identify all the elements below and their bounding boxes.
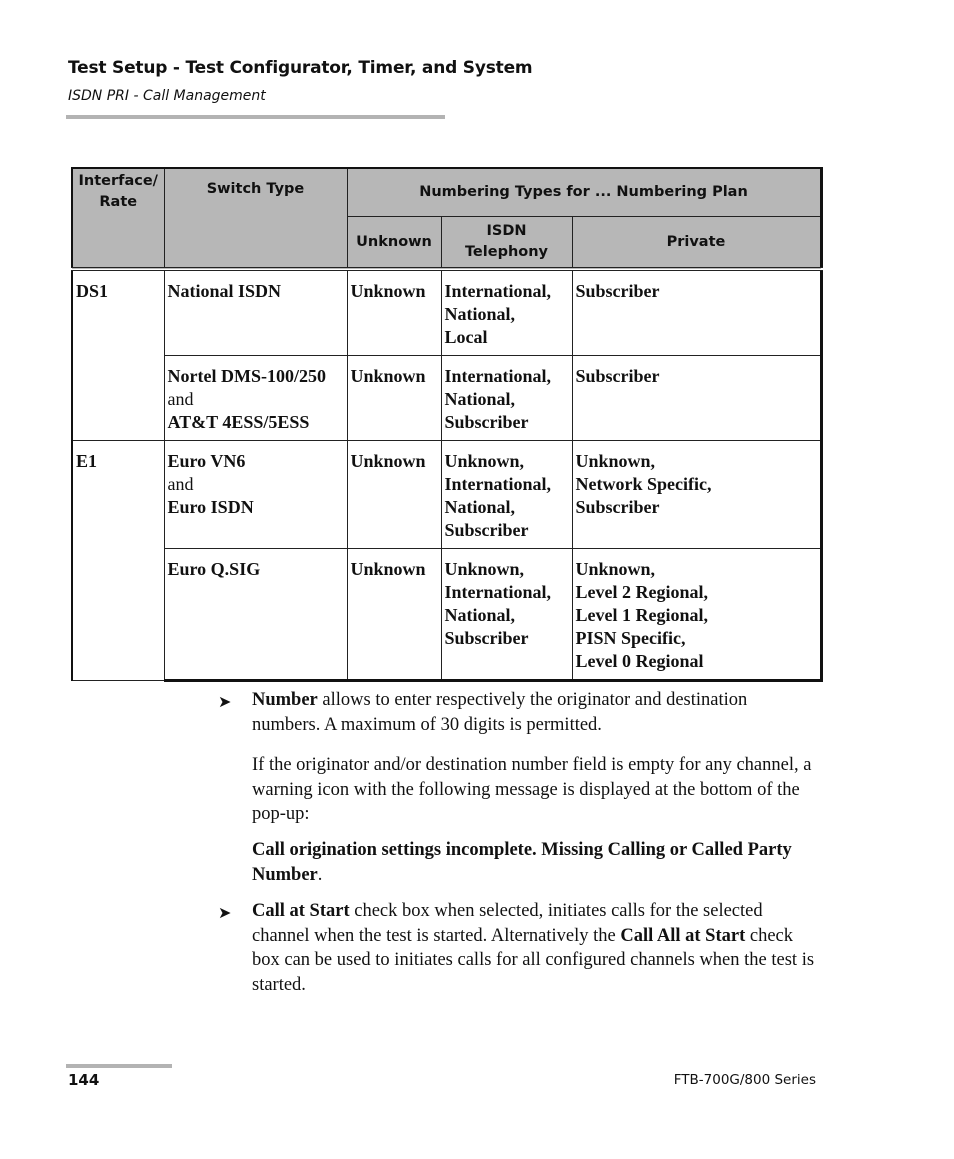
page-subtitle: ISDN PRI - Call Management [68,88,266,104]
private-line: Level 2 Regional, [575,582,708,602]
private-line: Subscriber [575,366,660,386]
switch-type-line: Euro ISDN [167,497,254,517]
private-line: Unknown, [575,451,656,471]
private-cell [572,269,821,356]
page-number: 144 [68,1071,100,1089]
isdn-telephony-cell [441,549,572,681]
warning-message: Call origination settings incomplete. Missing Calling or Called Party Number [252,840,792,885]
footer-rule [66,1064,172,1068]
isdn-line: International, [444,474,552,494]
number-paragraph [252,688,818,737]
isdn-telephony-cell [441,441,572,549]
interface-cell: E1 [72,441,164,681]
isdn-line: National, [444,389,516,409]
isdn-telephony-cell [441,356,572,441]
call-all-at-start-term: Call All at Start [620,925,746,946]
warning-intro-paragraph: If the originator and/or destination number field is empty for any channel, a warning icon with the following message is displayed at the bottom of the pop-up: [252,755,812,824]
call-text-2: check box can be used to initiates calls for all configured channels when the test is started. [252,925,815,995]
table-row [72,269,821,356]
header-rule [66,115,445,119]
unknown-cell: Unknown [347,441,441,549]
switch-type-cell [164,269,347,356]
private-line: Level 1 Regional, [575,605,708,625]
call-text-1: check box when selected, initiates calls for the selected channel when the test is started. Alternatively the [252,901,763,946]
header-switch-type: Switch Type [164,168,347,269]
private-line: PISN Specific, [575,628,686,648]
switch-type-line: Euro VN6 [167,451,246,471]
private-line: Network Specific, [575,474,712,494]
unknown-cell: Unknown [347,269,441,356]
header-unknown: Unknown [347,217,441,270]
isdn-telephony-cell [441,269,572,356]
switch-type-line: Nortel DMS-100/250 [167,366,326,386]
interface-cell: DS1 [72,269,164,441]
bullet-arrow-icon: ➤ [218,903,232,922]
switch-type-line: AT&T 4ESS/5ESS [167,412,310,432]
switch-type-cell [164,356,347,441]
isdn-line: International, [444,366,552,386]
isdn-line: Local [444,327,488,347]
call-at-start-paragraph [252,899,818,997]
numbering-types-table [71,167,823,682]
header-interface-rate: Interface/ Rate [72,168,164,269]
isdn-line: Subscriber [444,628,529,648]
isdn-line: International, [444,582,552,602]
header-isdn-telephony: ISDN Telephony [441,217,572,270]
table-row [72,549,821,681]
number-term: Number [252,690,318,710]
switch-type-line: and [167,389,194,409]
bullet-arrow-icon: ➤ [218,692,232,711]
header-numbering-types: Numbering Types for ... Numbering Plan [347,168,821,217]
number-text: allows to enter respectively the originator and destination numbers. A maximum of 30 digits is permitted. [252,690,748,735]
switch-type-line: Euro Q.SIG [167,559,261,579]
isdn-line: Subscriber [444,520,529,540]
isdn-line: National, [444,497,516,517]
warning-message-paragraph [252,838,818,887]
switch-type-cell [164,549,347,681]
isdn-line: Subscriber [444,412,529,432]
header-private: Private [572,217,821,270]
isdn-line: National, [444,304,516,324]
table-row [72,441,821,549]
switch-type-line: and [167,474,194,494]
isdn-line: Unknown, [444,451,525,471]
switch-type-cell [164,441,347,549]
unknown-cell: Unknown [347,356,441,441]
switch-type-line: National ISDN [167,281,282,301]
isdn-line: Unknown, [444,559,525,579]
unknown-cell: Unknown [347,549,441,681]
page-title: Test Setup - Test Configurator, Timer, and System [68,58,533,78]
private-line: Unknown, [575,559,656,579]
isdn-line: International, [444,281,552,301]
private-cell [572,549,821,681]
call-at-start-term: Call at Start [252,901,350,921]
product-series: FTB-700G/800 Series [673,1072,816,1088]
private-line: Subscriber [575,497,660,517]
isdn-line: National, [444,605,516,625]
private-cell [572,356,821,441]
private-line: Subscriber [575,281,660,301]
warning-period: . [317,864,323,885]
table-row [72,356,821,441]
private-cell [572,441,821,549]
private-line: Level 0 Regional [575,651,704,671]
